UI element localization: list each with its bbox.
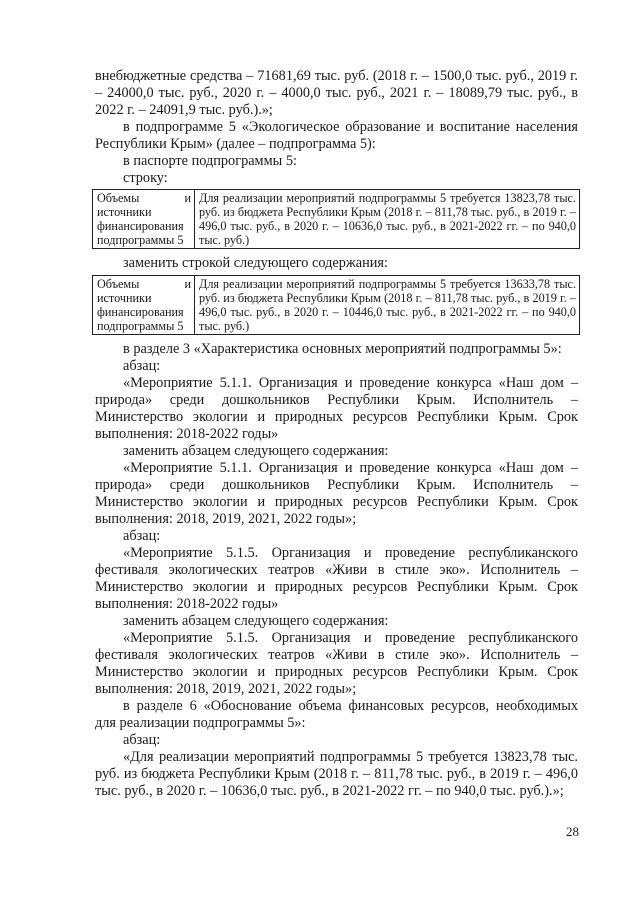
paragraph-label-abzac: абзац: (123, 528, 161, 544)
paragraph-label-abzac: абзац: (123, 358, 161, 374)
table-value-cell: Для реализации мероприятий подпрограммы 5 требуется 13823,78 тыс. руб. из бюджета Республики Крым (2018 г. – 811,78 тыс. руб., в 2019 г. – 496,0 тыс. руб., в 2020 г. – 10636,0 тыс. руб., в 2021-2022 гг. – по 940,0 тыс. руб.) (195, 190, 580, 249)
paragraph-passport: в паспорте подпрограммы 5: (123, 153, 297, 169)
paragraph-replace-abzac: заменить абзацем следующего содержания: (123, 613, 389, 629)
table-old-row (92, 189, 580, 249)
paragraph-financing: «Для реализации мероприятий подпрограммы 5 требуется 13823,78 тыс. руб. из бюджета Республики Крым (2018 г. – 811,78 тыс. руб., в 2019 г. – 496,0 тыс. руб., в 2020 г. – 10636,0 тыс. руб., в 2021-2022 гг. – по 940,0 тыс. руб.).»; (95, 749, 578, 799)
table-label-cell (93, 276, 195, 335)
paragraph-measure-515-old: «Мероприятие 5.1.5. Организация и проведение республиканского фестиваля экологических театров «Живи в стиле эко». Исполнитель – Министерство экологии и природных ресурсов Республики Крым. Срок выполнения: 2018-2022 годы» (95, 545, 578, 612)
paragraph-subprogram-5: в подпрограмме 5 «Экологическое образование и воспитание населения Республики Крым» (далее – подпрограмма 5): (95, 119, 578, 152)
table-label-cell (93, 190, 195, 249)
paragraph-measure-511-new: «Мероприятие 5.1.1. Организация и проведение конкурса «Наш дом – природа» среди дошкольников Республики Крым. Исполнитель – Министерство экологии и природных ресурсов Республики Крым. Срок выполнения: 2018, 2019, 2021, 2022 годы»; (95, 460, 578, 527)
paragraph-section-6: в разделе 6 «Обоснование объема финансовых ресурсов, необходимых для реализации подпрограммы 5»: (95, 698, 578, 731)
paragraph-section-3: в разделе 3 «Характеристика основных мероприятий подпрограммы 5»: (123, 341, 562, 357)
paragraph-extrabudget: внебюджетные средства – 71681,69 тыс. руб. (2018 г. – 1500,0 тыс. руб., 2019 г. – 24000,0 тыс. руб., 2020 г. – 4000,0 тыс. руб., 2021 г. – 18089,79 тыс. руб., в 2022 г. – 24091,9 тыс. руб.).»; (95, 68, 578, 118)
table-row (93, 190, 580, 249)
label-line: источники (97, 291, 152, 305)
paragraph-label-abzac: абзац: (123, 732, 161, 748)
label-line: Объемы и (97, 191, 191, 205)
paragraph-replace-row: заменить строкой следующего содержания: (123, 255, 388, 271)
page-number: 28 (566, 824, 579, 839)
paragraph-replace-abzac: заменить абзацем следующего содержания: (123, 443, 389, 459)
label-line: Объемы и (97, 277, 191, 291)
table-row (93, 276, 580, 335)
paragraph-measure-515-new: «Мероприятие 5.1.5. Организация и проведение республиканского фестиваля экологических театров «Живи в стиле эко». Исполнитель – Министерство экологии и природных ресурсов Республики Крым. Срок выполнения: 2018, 2019, 2021, 2022 годы»; (95, 630, 578, 697)
table-new-row (92, 275, 580, 335)
table-value-cell: Для реализации мероприятий подпрограммы 5 требуется 13633,78 тыс. руб. из бюджета Республики Крым (2018 г. – 811,78 тыс. руб., в 2019 г. – 496,0 тыс. руб., в 2020 г. – 10446,0 тыс. руб., в 2021-2022 гг. – по 940,0 тыс. руб.) (195, 276, 580, 335)
label-line: финансирования (97, 305, 184, 319)
label-line: подпрограммы 5 (97, 319, 184, 333)
paragraph-measure-511-old: «Мероприятие 5.1.1. Организация и проведение конкурса «Наш дом – природа» среди дошкольников Республики Крым. Исполнитель – Министерство экологии и природных ресурсов Республики Крым. Срок выполнения: 2018-2022 годы» (95, 375, 578, 442)
paragraph-row: строку: (123, 170, 168, 186)
label-line: подпрограммы 5 (97, 233, 184, 247)
label-line: источники (97, 205, 152, 219)
label-line: финансирования (97, 219, 184, 233)
